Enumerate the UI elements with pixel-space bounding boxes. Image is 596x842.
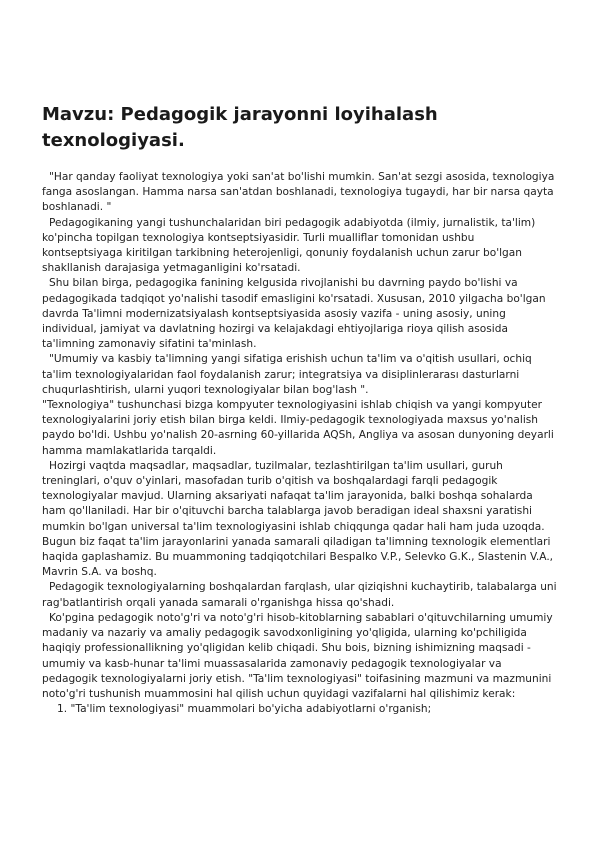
list-item-1: 1. "Ta'lim texnologiyasi" muammolari bo'yicha adabiyotlarni o'rganish; — [57, 703, 432, 716]
paragraph-5: "Texnologiya" tushunchasi bizga kompyuter texnologiyasini ishlab chiqish va yangi kompyuter texnologiyalarini joriy etish bilan birga keldi. Ilmiy-pedagogik texnologiyada maxsus yo'nalish paydo bo'ldi. Ushbu yo'nalish 20-asrning 60-yillarida AQSh, Angliya va asosan dunyoning deyarli hamma mamlakatlarida tarqaldi. — [42, 399, 554, 457]
paragraph-7: Pedagogik texnologiyalarning boshqalardan farqlash, ular qiziqishni kuchaytirib, talabalarga uni rag'batlantirish orqali yanada samarali o'rganishga hissa qo'shadi. — [42, 581, 557, 609]
page-title: Mavzu: Pedagogik jarayonni loyihalash texnologiyasi. — [42, 104, 438, 151]
paragraph-1: "Har qanday faoliyat texnologiya yoki san'at bo'lishi mumkin. San'at sezgi asosida, texnologiya fanga asoslangan. Hamma narsa san'atdan boshlanadi, texnologiya tugaydi, har bir narsa qayta boshlanadi. " — [42, 171, 555, 214]
paragraph-8: Ko'pgina pedagogik noto'g'ri va noto'g'ri hisob-kitoblarning sabablari o'qituvchilarning umumiy madaniy va nazariy va amaliy pedagogik savodxonligining yo'qligida, ularning ko'pchiligida haqiqiy professionallikning yo'qligidan kelib chiqadi. Shu bois, bizning ishimizning maqsadi - umumiy va kasb-hunar ta'limi muassasalarida zamonaviy pedagogik texnologiyalar va pedagogik texnologiyalarni joriy etish. "Ta'lim texnologiyasi" toifasining mazmuni va mazmunini noto'g'ri tushunish muammosini hal qilish uchun quyidagi vazifalarni hal qilishimiz kerak: — [42, 611, 553, 700]
paragraph-2: Pedagogikaning yangi tushunchalaridan biri pedagogik adabiyotda (ilmiy, jurnalistik, ta'lim) ko'pincha topilgan texnologiya kontseptsiyasidir. Turli mualliflar tomonidan ushbu kontseptsiyaga kiritilgan tarkibning heterojenligi, qonuniy foydalanish uchun zarur bo'lgan shakllanish darajasiga yetmaganligini ko'rsatadi. — [42, 216, 536, 275]
paragraph-4: "Umumiy va kasbiy ta'limning yangi sifatiga erishish uchun ta'lim va o'qitish usullari, ochiq ta'lim texnologiyalaridan faol foydalanish zarur; integratsiya va disiplinlerarası dasturlarni chuqurlashtirish, ularni yuqori texnologiyalar bilan bog'lash ". — [42, 353, 532, 396]
paragraph-6: Hozirgi vaqtda maqsadlar, maqsadlar, tuzilmalar, tezlashtirilgan ta'lim usullari, guruh treninglari, o'quv o'yinlari, masofadan turib o'qitish va boshqalardagi farqli pedagogik texnologiyalar mavjud. Ularning aksariyati nafaqat ta'lim jarayonida, balki boshqa sohalarda ham qo'llaniladi. Har bir o'qituvchi barcha talablarga javob beradigan ideal shaxsni yaratishi mumkin bo'lgan universal ta'lim texnologiyasini ishlab chiqqunga qadar hali ham juda uzoqda. Bugun biz faqat ta'lim jarayonlarini yanada samarali qiladigan ta'limning texnologik elementlari haqida gaplashamiz. Bu muammoning tadqiqotchilari Bespalko V.P., Selevko G.K., Slastenin V.A., Mavrin S.A. va boshq. — [42, 459, 554, 579]
paragraph-3: Shu bilan birga, pedagogika fanining kelgusida rivojlanishi bu davrning paydo bo'lishi va pedagogikada tadqiqot yo'nalishi tasodif emasligini ko'rsatadi. Xususan, 2010 yilgacha bo'lgan davrda Ta'limni modernizatsiyalash kontseptsiyasida asosiy vazifa - uning asosiy, uning individual, jamiyat va davlatning hozirgi va kelajakdagi ehtiyojlariga rioya qilish asosida ta'limning zamonaviy sifatini ta'minlash. — [42, 277, 546, 351]
document-body — [42, 170, 557, 717]
